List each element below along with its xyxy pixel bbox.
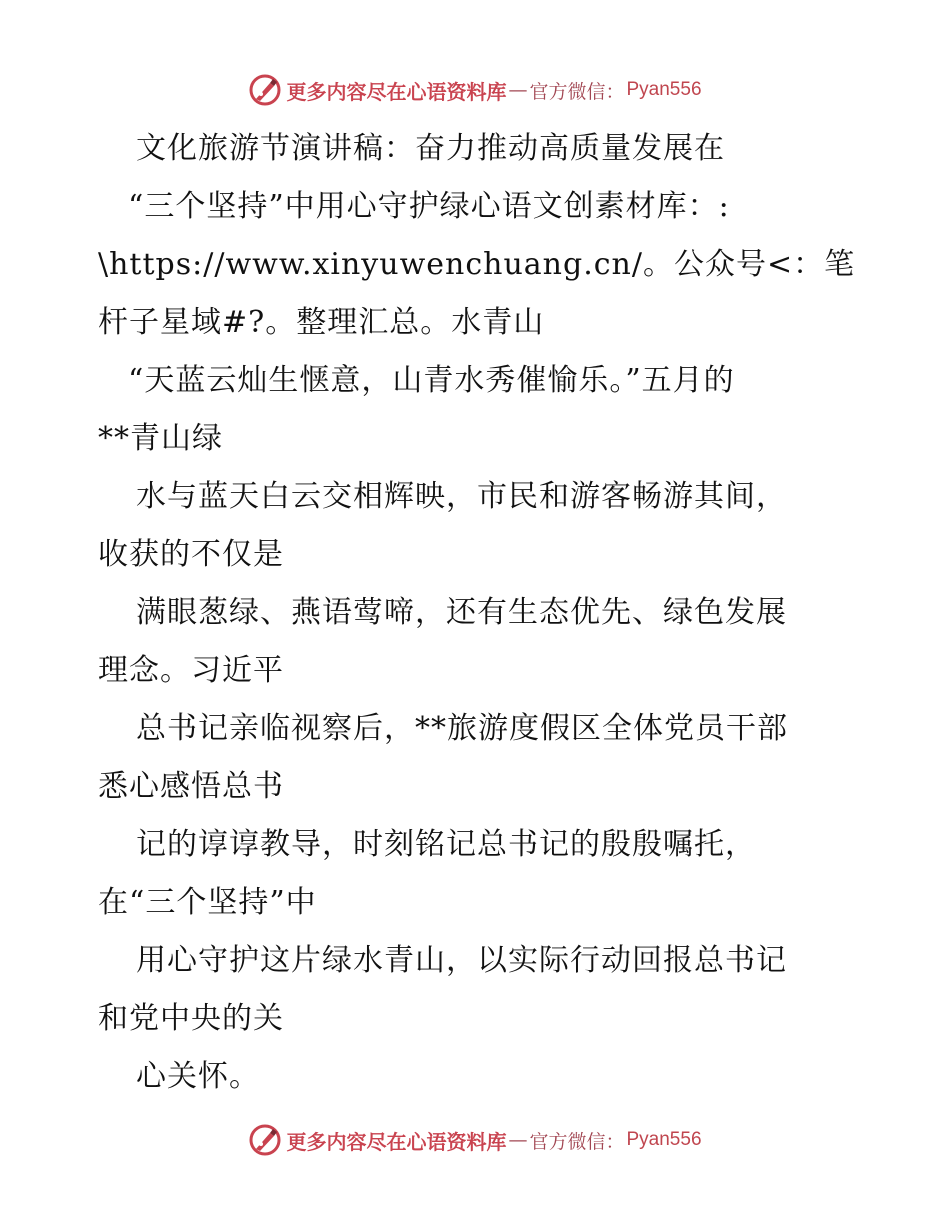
banner-handle: Pyan556 xyxy=(626,1129,702,1150)
doc-line: 杆子星域#?。整理汇总。水青山 xyxy=(98,305,545,340)
banner-main-text: 更多内容尽在心语资料库 xyxy=(286,1129,507,1154)
doc-line: 收获的不仅是 xyxy=(98,537,284,572)
banner-dash: — xyxy=(508,1129,528,1151)
pen-logo-icon xyxy=(248,1123,282,1157)
banner-main-text: 更多内容尽在心语资料库 xyxy=(286,79,507,104)
doc-line: 用心守护这片绿水青山，以实际行动回报总书记 xyxy=(136,943,787,978)
doc-line: \https://www.xinyuwenchuang.cn/。公众号<：笔 xyxy=(98,247,856,282)
banner-sub-text: 官方微信： xyxy=(529,80,625,103)
doc-line: 水与蓝天白云交相辉映，市民和游客畅游其间， xyxy=(136,479,787,514)
doc-line: “天蓝云灿生惬意，山青水秀催愉乐。”五月的 xyxy=(128,363,735,398)
banner-sub-text: 官方微信： xyxy=(529,1130,625,1153)
doc-line: 理念。习近平 xyxy=(98,653,284,688)
doc-line: 文化旅游节演讲稿：奋力推动高质量发展在 xyxy=(136,131,725,166)
doc-line: 满眼葱绿、燕语莺啼，还有生态优先、绿色发展 xyxy=(136,595,787,630)
doc-line: 在“三个坚持”中 xyxy=(98,885,317,920)
document-body xyxy=(98,120,858,1106)
doc-line: 悉心感悟总书 xyxy=(98,769,284,804)
doc-line: 心关怀。 xyxy=(136,1059,260,1094)
doc-line: 和党中央的关 xyxy=(98,1001,284,1036)
footer-watermark-banner xyxy=(0,1120,950,1160)
doc-line: **青山绿 xyxy=(98,421,223,456)
doc-line: 记的谆谆教导，时刻铭记总书记的殷殷嘱托， xyxy=(136,827,756,862)
pen-logo-icon xyxy=(248,73,282,107)
doc-line: 总书记亲临视察后，**旅游度假区全体党员干部 xyxy=(136,711,788,746)
banner-dash: — xyxy=(508,79,528,101)
header-watermark-banner xyxy=(0,70,950,110)
doc-line: “三个坚持”中用心守护绿心语文创素材库：: xyxy=(128,189,730,224)
banner-handle: Pyan556 xyxy=(626,79,702,100)
